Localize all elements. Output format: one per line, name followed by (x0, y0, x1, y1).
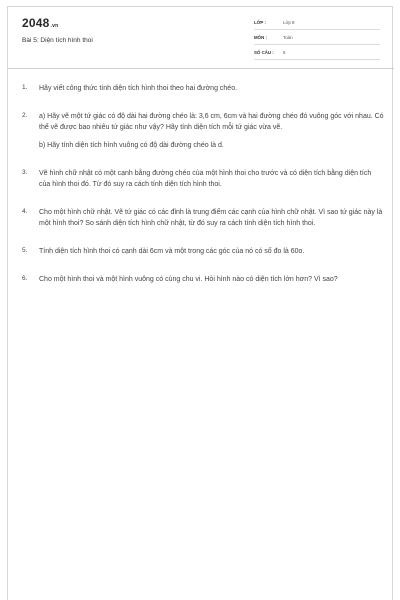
question-item (22, 83, 384, 94)
question-item (22, 274, 384, 285)
question-text: Tính diện tích hình thoi có cạnh dài 6cm và một trong các góc của nó có số đo là 60o. (39, 248, 305, 255)
question-item (22, 168, 384, 190)
lesson-title: Bài 5: Diện tích hình thoi (22, 37, 93, 44)
worksheet-header (8, 7, 394, 69)
question-text: Cho một hình chữ nhật. Vẽ tứ giác có các đỉnh là trung điểm các cạnh của hình chữ nhật. Vì sao tứ giác này là một hình thoi? So sánh diện tích hình chữ nhật, từ đó suy ra cách tính diện tích hình thoi. (39, 209, 383, 227)
question-number: 3. (22, 169, 28, 176)
meta-label: LỚP : (254, 20, 266, 25)
question-part-a: a) Hãy vẽ một tứ giác có độ dài hai đường chéo là: 3,6 cm, 6cm và hai đường chéo đó vuông góc với nhau. Có thể vẽ được bao nhiêu tứ giác như vậy? Hãy tính diện tích mỗi tứ giác vừa vẽ. (39, 113, 384, 131)
question-item (22, 111, 384, 151)
question-text: Vẽ hình chữ nhật có một cạnh bằng đường chéo của một hình thoi cho trước và có diện tích bằng diện tích của hình thoi đó. Từ đó suy ra cách tính diện tích hình thoi. (39, 170, 372, 188)
logo-tld: .vn (50, 23, 59, 29)
meta-label: SỐ CÂU : (254, 50, 274, 55)
worksheet-page (7, 6, 393, 600)
question-number: 1. (22, 84, 28, 91)
meta-value: Toán (283, 35, 293, 40)
question-text: Hãy viết công thức tính diện tích hình thoi theo hai đường chéo. (39, 85, 238, 92)
question-part-b: b) Hãy tính diện tích hình vuông có độ dài đường chéo là d. (39, 142, 224, 149)
meta-row-class (254, 17, 380, 30)
question-item (22, 207, 384, 229)
meta-info (254, 17, 380, 62)
site-logo[interactable] (22, 16, 58, 30)
question-number: 2. (22, 112, 28, 119)
meta-row-subject (254, 32, 380, 45)
meta-label: MÔN : (254, 35, 267, 40)
question-number: 5. (22, 247, 28, 254)
question-text: Cho một hình thoi và một hình vuông có cùng chu vi. Hỏi hình nào có diện tích lớn hơn? Vì sao? (39, 276, 338, 283)
question-number: 6. (22, 275, 28, 282)
meta-value: Lớp 8 (283, 20, 295, 25)
meta-row-question-count (254, 47, 380, 60)
question-list (22, 83, 384, 302)
meta-value: 6 (283, 50, 286, 55)
question-number: 4. (22, 208, 28, 215)
question-item (22, 246, 384, 257)
logo-main: 2048 (22, 16, 50, 30)
